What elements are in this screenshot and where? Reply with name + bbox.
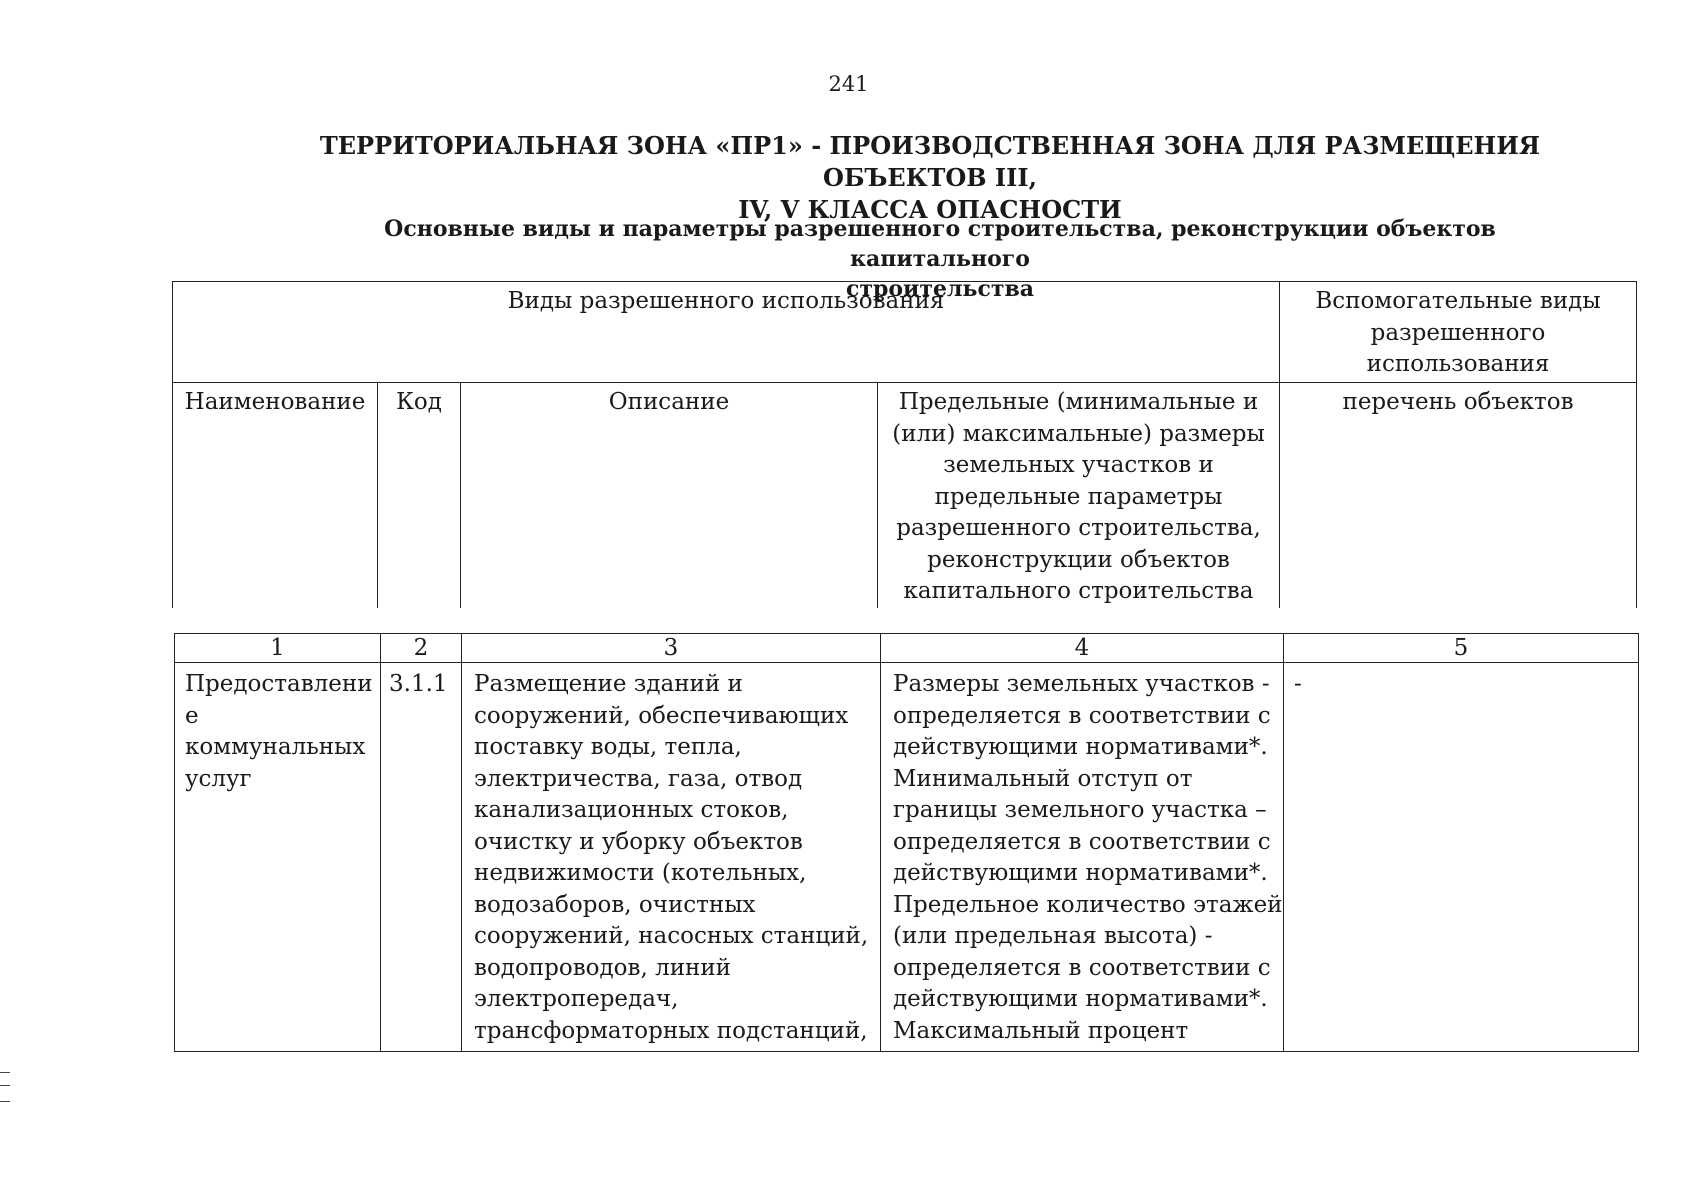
description-line: Размещение зданий и [474, 671, 743, 697]
params-line: действующими нормативами*. [893, 860, 1268, 886]
cell-aux: - [1284, 663, 1639, 1052]
params-line: Максимальный процент [893, 1017, 1189, 1044]
header-col-code: Код [378, 383, 461, 608]
header-params-line: реконструкции объектов [927, 546, 1230, 573]
margin-mark [0, 1072, 10, 1102]
header-group-main: Виды разрешенного использования [173, 282, 1280, 383]
data-table [174, 633, 1639, 1052]
params-line: Предельное количество этажей [893, 891, 1283, 918]
cell-code: 3.1.1 [381, 663, 462, 1052]
description-line: поставку воды, тепла, [474, 734, 742, 760]
description-line: сооружений, насосных станций, [474, 923, 869, 949]
params-line: Минимальный отступ от [893, 765, 1193, 792]
cell-params [881, 663, 1284, 1052]
column-number: 5 [1284, 634, 1639, 663]
title-line-1: ТЕРРИТОРИАЛЬНАЯ ЗОНА «ПР1» - ПРОИЗВОДСТВЕННАЯ ЗОНА ДЛЯ РАЗМЕЩЕНИЯ ОБЪЕКТОВ III, [319, 131, 1541, 192]
header-col-description: Описание [461, 383, 878, 608]
header-params-line: земельных участков и [943, 452, 1214, 478]
table-row [175, 663, 1639, 1052]
description-line: канализационных стоков, [474, 797, 789, 823]
column-number: 2 [381, 634, 462, 663]
column-number: 4 [881, 634, 1284, 663]
header-col-aux-list: перечень объектов [1280, 383, 1637, 608]
params-line: Размеры земельных участков - [893, 671, 1270, 697]
cell-description [462, 663, 881, 1052]
header-col-params [878, 383, 1280, 608]
params-line: определяется в соответствии с [893, 828, 1271, 855]
params-line: определяется в соответствии с [893, 954, 1271, 981]
description-line: электричества, газа, отвод [474, 765, 803, 792]
description-line: недвижимости (котельных, [474, 860, 807, 886]
name-line: е [185, 702, 199, 729]
header-params-line: капитального строительства [903, 578, 1254, 604]
header-group-aux [1280, 282, 1637, 383]
column-number: 3 [462, 634, 881, 663]
header-col-name: Наименование [173, 383, 378, 608]
header-aux-line: разрешенного [1370, 319, 1546, 346]
name-line: услуг [185, 765, 252, 792]
page-title [240, 130, 1620, 226]
header-aux-line: использования [1366, 351, 1550, 377]
column-number: 1 [175, 634, 381, 663]
header-aux-line: Вспомогательные виды [1315, 288, 1601, 314]
params-line: определяется в соответствии с [893, 702, 1271, 729]
column-number-row [175, 634, 1639, 663]
subtitle-line-1: Основные виды и параметры разрешенного строительства, реконструкции объектов капитального [384, 216, 1496, 272]
header-params-line: (или) максимальные) размеры [892, 420, 1265, 447]
header-table [172, 281, 1637, 608]
params-line: (или предельная высота) - [893, 923, 1213, 949]
name-line: Предоставлени [185, 671, 373, 697]
title-line-2: IV, V КЛАССА ОПАСНОСТИ [738, 195, 1122, 224]
subtitle-line-2: строительства [845, 276, 1035, 302]
header-params-line: разрешенного строительства, [896, 515, 1261, 541]
description-line: трансформаторных подстанций, [474, 1017, 868, 1044]
description-line: очистку и уборку объектов [474, 828, 803, 855]
cell-name [175, 663, 381, 1052]
header-params-line: предельные параметры [934, 483, 1223, 510]
description-line: водозаборов, очистных [474, 891, 756, 918]
page-number: 241 [828, 72, 869, 96]
params-line: действующими нормативами*. [893, 986, 1268, 1012]
params-line: действующими нормативами*. [893, 734, 1268, 760]
description-line: водопроводов, линий [474, 954, 732, 981]
description-line: электропередач, [474, 986, 679, 1012]
name-line: коммунальных [185, 734, 366, 760]
description-line: сооружений, обеспечивающих [474, 702, 849, 729]
header-params-line: Предельные (минимальные и [898, 389, 1259, 415]
params-line: границы земельного участка – [893, 797, 1267, 823]
